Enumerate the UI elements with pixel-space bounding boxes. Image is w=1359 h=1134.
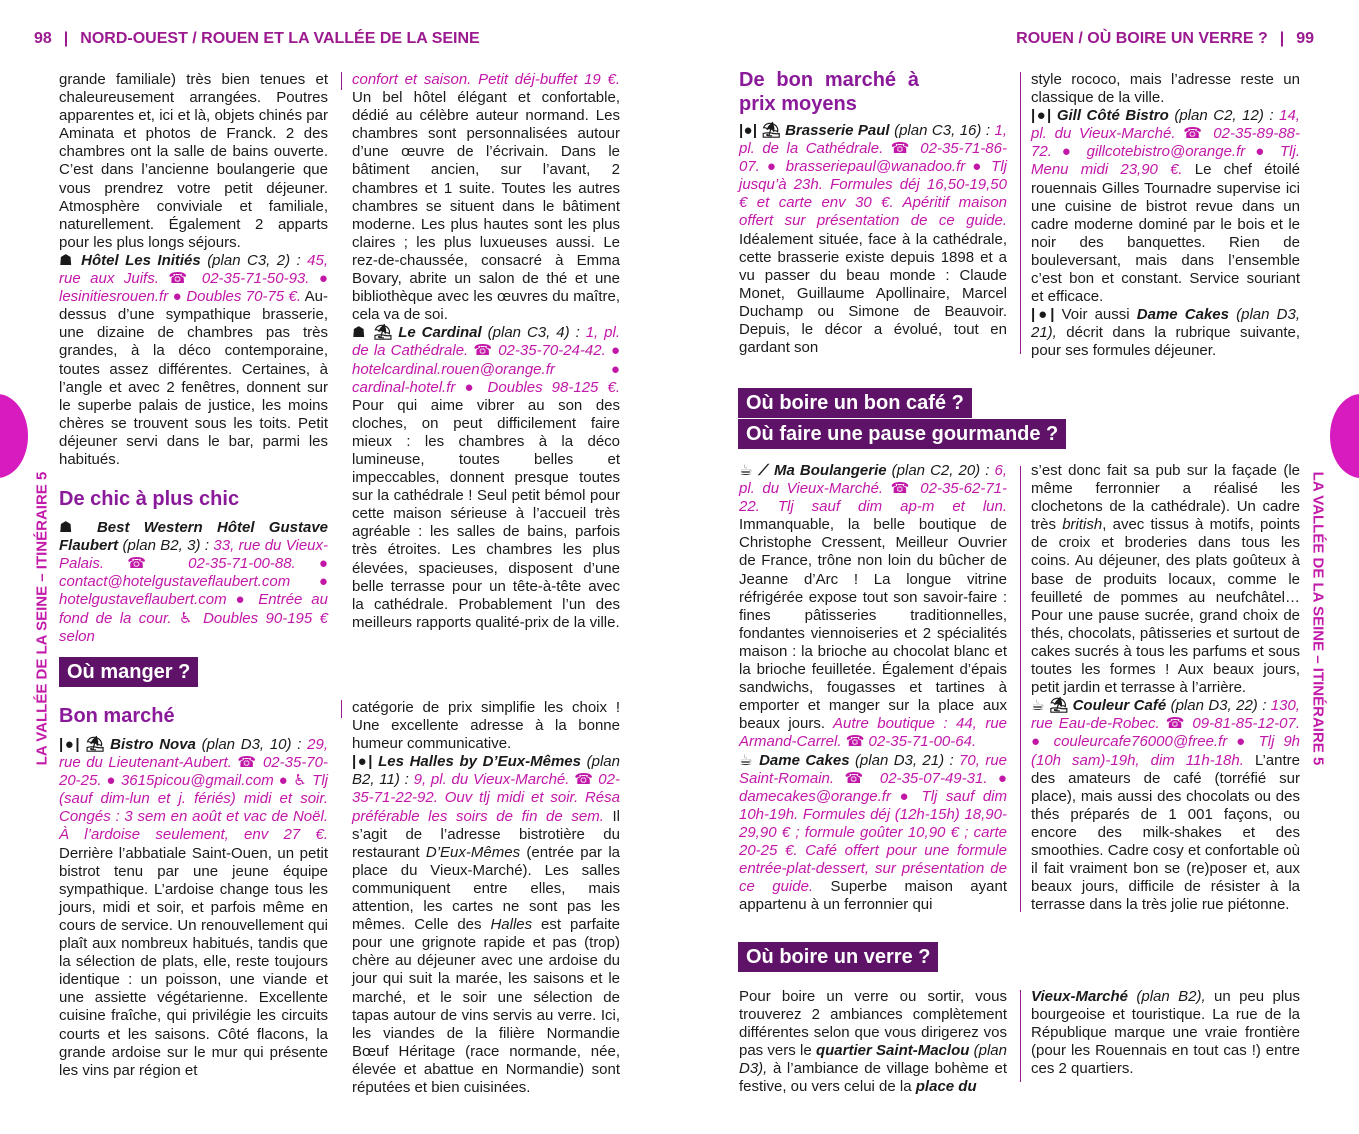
entry-name: place du xyxy=(915,1078,977,1096)
entry-desc: Pour qui aime vibrer au son des cloches, on peut difficilement faire mieux : les chambres à la déco lumineuse, toutes belles et impeccables, donnent presque toutes sur la cathédrale ! Seul petit bémol pour cette maison sérieuse à l’accueil très agréable : les salles de bains, parfois très étroites. Les chambres les plus élevées, spacieuses, disposent d’une belle terrasse pour un tête-à-tête avec la cathédrale. Probablement l’un des meilleurs rapports qualité-prix de la ville. xyxy=(352,396,620,631)
entry-plan: (plan D3), xyxy=(739,1042,1007,1078)
entry-desc: Un bel hôtel élégant et confortable, dédié au célèbre auteur normand. Les chambres sont personnalisées autour d’une œuvre de l’écrivain. Dans le bâtiment ancien, sur l’avant, 2 chambres et 1 suite. Toutes les autres chambres se situent dans le bâtiment moderne. Les plus hautes sont les plus claires ; les plus luxueuses aussi. Le rez-de-chaussée, consacré à Emma Bovary, abrite un salon de thé et une bibliothèque avec les œuvres du maître, cela va de soi. xyxy=(352,89,620,324)
right-col2-bottom xyxy=(1031,988,1300,1078)
paragraph xyxy=(1031,988,1300,1078)
cafe-icon: ☕ xyxy=(739,751,754,769)
entry-name: Vieux-Marché xyxy=(1031,988,1128,1005)
entry-plan: (plan C2, 12) : xyxy=(1168,107,1280,125)
hotel-flaubert-entry xyxy=(59,519,328,646)
section-heading: De bon marché à prix moyens xyxy=(739,69,919,115)
halles-entry xyxy=(352,753,620,1097)
brasserie-paul-entry xyxy=(739,122,1007,357)
entry-info: confort et saison. Petit déj-buffet 19 €. xyxy=(352,71,620,88)
entry-plan: (plan C3, 16) : xyxy=(889,122,995,139)
entry-desc: Idéalement située, face à la cathédrale, cette brasserie existe depuis 1898 et a vu passer du beau monde : Claude Monet, Guillaume Apollinaire, Marcel Duchamp ou Simone de Beauvoir. Depuis, le décor a évolué, tout en gardant son xyxy=(739,230,1007,357)
restaurant-icon: |●| xyxy=(352,753,373,771)
entry-plan: (plan C2, 20) : xyxy=(886,462,995,479)
section-box-bon-cafe: Où boire un bon café ? xyxy=(738,388,972,418)
gill-entry xyxy=(1031,107,1300,306)
entry-plan: (plan B2, 11) : xyxy=(352,753,620,789)
entry-desc-italic: british xyxy=(1062,516,1103,534)
right-col1-bottom xyxy=(739,988,1007,1097)
hotel-cardinal-entry xyxy=(352,324,620,632)
bistro-nova-entry xyxy=(59,736,328,1080)
restaurant-icon: |●| xyxy=(1031,107,1052,125)
entry-info: 9, pl. du Vieux-Marché. ☎ 02-35-71-22-92. Ouv tlj midi et soir. Résa préférable les soirs de fin de sem. xyxy=(352,771,620,825)
entry-desc: Derrière l’abbatiale Saint-Ouen, un petit bistrot tenu par une jeune équipe sympathique. L’ardoise change tous les jours, midi et soir, et parfois même en cours de service. Un renouvellement qui plaît aux nombreux habitués, tandis que la sélection de plats, elle, reste toujours identique : un poisson, une viande et une assiette végétarienne. Excellente cuisine fraîche, qui privilégie les circuits courts et les saisons. Côté flacons, la grande ardoise sur le mur qui présente les vins par région et xyxy=(59,844,328,1079)
section-box-boire-verre: Où boire un verre ? xyxy=(738,942,938,972)
entry-info: 33, rue du Vieux-Palais. ☎ 02-35-71-00-88. ● contact@hotelgustaveflaubert.com ● hotelgustaveflaubert.com ● Entrée au fond de la cour. ♿ Doubles 90-195 € selon xyxy=(59,537,328,645)
pastry-icon: ☕ ⟋ xyxy=(739,462,769,479)
entry-desc: Le chef étoilé rouennais Gilles Tournadre supervise ici une cuisine de bistrot revue dans un cadre moderne dominé par le bois et le noir des banquettes. Rien de bouleversant, mais dans l’ensemble c’est bon et constant. Service souriant et efficace. xyxy=(1031,161,1301,306)
right-col1-middle xyxy=(739,462,1007,914)
entry-info: 70, rue Saint-Romain. ☎ 02-35-07-49-31. ● damecakes@orange.fr ● Tlj sauf dim 10h-19h. Formules déj (12h-15h) 18,90-29,90 € ; formule goûter 10,90 € ; carte 20-25 €. Café offert pour une formule entrée-plat-dessert, sur présentation de ce guide. xyxy=(739,751,1008,896)
entry-name: Brasserie Paul xyxy=(785,122,890,139)
entry-name: Ma Boulangerie xyxy=(774,462,887,479)
entry-desc: Voir aussi xyxy=(1054,306,1137,324)
voir-aussi-entry xyxy=(1031,306,1300,360)
paragraph: catégorie de prix simplifie les choix ! Une excellente adresse à la bonne humeur communicative. xyxy=(352,699,620,753)
restaurant-icon: |●| ⛱ xyxy=(59,736,105,753)
entry-info: 6, pl. du Vieux-Marché. ☎ 02-35-62-71-22. Tlj sauf dim ap-m et lun. xyxy=(739,462,1007,516)
entry-name: Les Halles by D’Eux-Mêmes xyxy=(378,753,581,771)
restaurant-icon: |●| ⛱ xyxy=(739,122,781,139)
boulangerie-entry xyxy=(739,462,1007,752)
entry-plan: (plan B2), xyxy=(1127,988,1206,1005)
right-page-number: 99 xyxy=(1296,30,1314,47)
entry-desc: s’est donc fait sa pub sur la façade (le même ferronnier a réalisé les clochetons de la cathédrale). Un cadre très xyxy=(1031,462,1300,534)
hotel-icon: ☗ xyxy=(59,519,83,537)
left-col1 xyxy=(59,71,328,646)
entry-desc-italic: D’Eux-Mêmes xyxy=(425,843,521,861)
column-rule xyxy=(1020,466,1021,912)
left-page-number: 98 xyxy=(34,30,52,47)
section-box-pause-gourmande: Où faire une pause gourmande ? xyxy=(738,419,1066,449)
entry-name: Bistro Nova xyxy=(110,736,196,753)
paragraph: grande familiale) très bien tenues et chaleureusement arrangées. Poutres apparentes et, ici et là, objets chinés par Aminata et photos de Franck. 2 des chambres ont la salle de bains ouverte. C’est dans l’ancienne boulangerie que vous prendrez votre petit déjeuner. Atmosphère conviviale et familiale, naturellement. Également 2 apparts pour les plus longs séjours. xyxy=(59,71,328,251)
entry-name: Couleur Café xyxy=(1072,697,1167,715)
entry-info: 45, rue aux Juifs. ☎ 02-35-71-50-93. ● lesinitiesrouen.fr ● Doubles 70-75 €. xyxy=(59,251,329,306)
left-running-title: NORD-OUEST / ROUEN ET LA VALLÉE DE LA SEINE xyxy=(80,30,480,47)
paragraph xyxy=(1031,462,1300,697)
entry-info: Autre boutique : 44, rue Armand-Carrel. ☎ 02-35-71-00-64. xyxy=(739,715,1008,751)
entry-info: 29, rue du Lieutenant-Aubert. ☎ 02-35-70-20-25. ● 3615picou@gmail.com ● ♿ Tlj (sauf dim-lun et j. fériés) midi et soir. Congés : 3 sem en août et vac de Noël. À l’ardoise seulement, env 27 €. xyxy=(59,736,329,844)
entry-name: Le Cardinal xyxy=(398,324,482,342)
hotel-initie-entry xyxy=(59,252,328,469)
left-page-header: 98 | NORD-OUEST / ROUEN ET LA VALLÉE DE LA SEINE xyxy=(34,30,480,47)
section-heading: De chic à plus chic xyxy=(59,488,240,511)
right-vertical-itinerary: LA VALLÉE DE LA SEINE – ITINÉRAIRE 5 xyxy=(1309,471,1327,766)
entry-desc: Immanquable, la belle boutique de Christophe Cressent, Meilleur Ouvrier de France, trône non loin du bûcher de Jeanne d’Arc ! La longue vitrine réfrigérée expose tout son savoir-faire : fines pâtisseries traditionnelles, fondantes viennoiseries et 2 spécialités maison : la brioche au chocolat blanc et la brioche feuilletée. Également d’épais sandwichs, fougasses et tartines à emporter et manger sur la place aux beaux jours. xyxy=(739,516,1007,733)
entry-desc: , avec tissus à motifs, points de croix et broderies dans tous les coins. Au déjeuner, des plats goûteux à base de produits locaux, comme le feuilleté de pommes au neufchâtel… Pour une pause sucrée, grand choix de thés, chocolats, pâtisseries et surtout de cakes sucrés à tous les parfums et sous toutes les formes ! Aux beaux jours, petit jardin et terrasse à l’arrière. xyxy=(1031,516,1300,697)
entry-name: quartier Saint-Maclou xyxy=(815,1042,970,1060)
entry-desc: Il s’agit de l’adresse bistrotière du restaurant xyxy=(352,807,620,861)
restaurant-icon: |●| xyxy=(1031,306,1055,324)
entry-desc-italic: Halles xyxy=(490,916,533,934)
entry-info: 1, pl. de la Cathédrale. ☎ 02-35-71-86-07. ● brasseriepaul@wanadoo.fr ● Tlj jusqu’à 23h. Formules déj 16,50-19,50 € et carte env 30 €. Apéritif maison offert sur présentation de ce guide. xyxy=(739,122,1008,230)
left-col2-bottom xyxy=(352,699,620,1097)
entry-plan: (plan D3, 21), xyxy=(1031,306,1300,342)
right-page-header: ROUEN / OÙ BOIRE UN VERRE ? | 99 xyxy=(1016,30,1314,47)
section-box-ou-manger: Où manger ? xyxy=(59,657,198,687)
entry-name: Best Western Hôtel Gustave Flaubert xyxy=(59,519,329,555)
column-rule xyxy=(1020,990,1021,1082)
hotel-terrace-icon: ☗ ⛱ xyxy=(352,324,393,342)
entry-desc: L’antre des amateurs de café (torréfié sur place), mais aussi des chocolats ou des thés préparés de 1 001 façons, ou encore des milk-shakes et des smoothies. Cadre cosy et confortable où il fait vraiment bon se (re)poser et, aux beaux jours, difficile de résister à la terrasse dans la très jolie rue piétonne. xyxy=(1031,751,1300,914)
left-vertical-itinerary: LA VALLÉE DE LA SEINE – ITINÉRAIRE 5 xyxy=(33,471,51,766)
entry-desc: décrit dans la rubrique suivante, pour ses formules déjeuner. xyxy=(1031,324,1300,360)
entry-info: 130, rue Eau-de-Robec. ☎ 09-81-85-12-07. ● couleurcafe76000@free.fr ● Tlj 9h (10h sam)-19h, dim 11h-18h. xyxy=(1031,697,1300,769)
paragraph xyxy=(352,71,620,324)
section-heading: Bon marché xyxy=(59,705,175,727)
left-col2 xyxy=(352,71,620,632)
column-rule xyxy=(1020,72,1021,354)
couleur-cafe-entry xyxy=(1031,697,1300,914)
paragraph: style rococo, mais l’adresse reste un classique de la ville. xyxy=(1031,71,1300,107)
dame-cakes-entry xyxy=(739,752,1007,915)
right-col2-middle xyxy=(1031,462,1300,914)
entry-name: Gill Côté Bistro xyxy=(1056,107,1169,125)
entry-info: 1, pl. de la Cathédrale. ☎ 02-35-70-24-42. ● hotelcardinal.rouen@orange.fr ● cardinal-hotel.fr ● Doubles 98-125 €. xyxy=(352,324,620,396)
entry-desc: est parfaite pour une grignote rapide et pas (trop) chère au déjeuner avec une ardoise du jour qui suit la marée, les saisons et le marché, et le soir une sélection de tapas autour de vins servis au verre. Ici, les viandes de la filière Normandie Bœuf Héritage (race normande, née, élevée et abattue en Normandie) sont réputées et bien cuisinées. xyxy=(352,916,620,1096)
entry-plan: (plan B2, 3) : xyxy=(118,537,214,555)
entry-plan: (plan D3, 22) : xyxy=(1166,697,1271,715)
left-thumb-tab xyxy=(0,394,28,478)
entry-info: 14, pl. du Vieux-Marché. ☎ 02-35-89-88-72. ● gillcotebistro@orange.fr ● Tlj. Menu midi 23,90 €. xyxy=(1031,107,1300,179)
entry-plan: (plan D3, 10) : xyxy=(195,736,308,753)
entry-name: Dame Cakes xyxy=(1136,306,1229,324)
right-thumb-tab xyxy=(1330,394,1359,478)
entry-desc: Superbe maison ayant appartenu à un ferronnier qui xyxy=(739,878,1007,914)
entry-desc: un peu plus bourgeoise et touristique. La rue de la République marque une vraie frontière (pour les Rouennais en tout cas !) entre ces 2 quartiers. xyxy=(1031,988,1301,1078)
left-col1-bottom xyxy=(59,704,328,1080)
entry-plan: (plan C3, 4) : xyxy=(481,324,586,342)
entry-name: Hôtel Les Initiés xyxy=(81,251,201,269)
right-page xyxy=(680,0,1359,1134)
cafe-terrace-icon: ☕ ⛱ xyxy=(1031,697,1069,715)
entry-desc: Au-dessus d’une sympathique brasserie, une dizaine de chambres pas très grandes, à la déco contemporaine, toutes assez différentes. Certaines, à l’angle et avec 2 fenêtres, donnent sur le superbe palais de justice, les moins chères se trouvent sous les toits. Petit déjeuner servi dans le bar, parmi les habitués. xyxy=(59,288,329,468)
entry-desc: (entrée par la place du Vieux-Marché). Les salles communiquent entre elles, mais attention, les cartes ne sont pas les mêmes. Celle des xyxy=(352,843,620,934)
entry-desc: à l’ambiance de village bohème et festive, ou vers celui de la xyxy=(739,1060,1007,1096)
hotel-icon: ☗ xyxy=(59,251,75,269)
paragraph xyxy=(739,988,1007,1097)
right-running-title: ROUEN / OÙ BOIRE UN VERRE ? xyxy=(1016,30,1268,47)
right-col2 xyxy=(1031,71,1300,361)
column-rule xyxy=(341,72,342,90)
right-col1 xyxy=(739,68,1007,357)
entry-plan: (plan D3, 21) : xyxy=(849,751,960,769)
entry-name: Dame Cakes xyxy=(759,751,850,769)
column-rule xyxy=(341,700,342,718)
entry-plan: (plan C3, 2) : xyxy=(200,251,308,269)
entry-desc: Pour boire un verre ou sortir, vous trouverez 2 ambiances complètement différentes selon que vous dirigerez vos pas vers le xyxy=(739,988,1007,1060)
